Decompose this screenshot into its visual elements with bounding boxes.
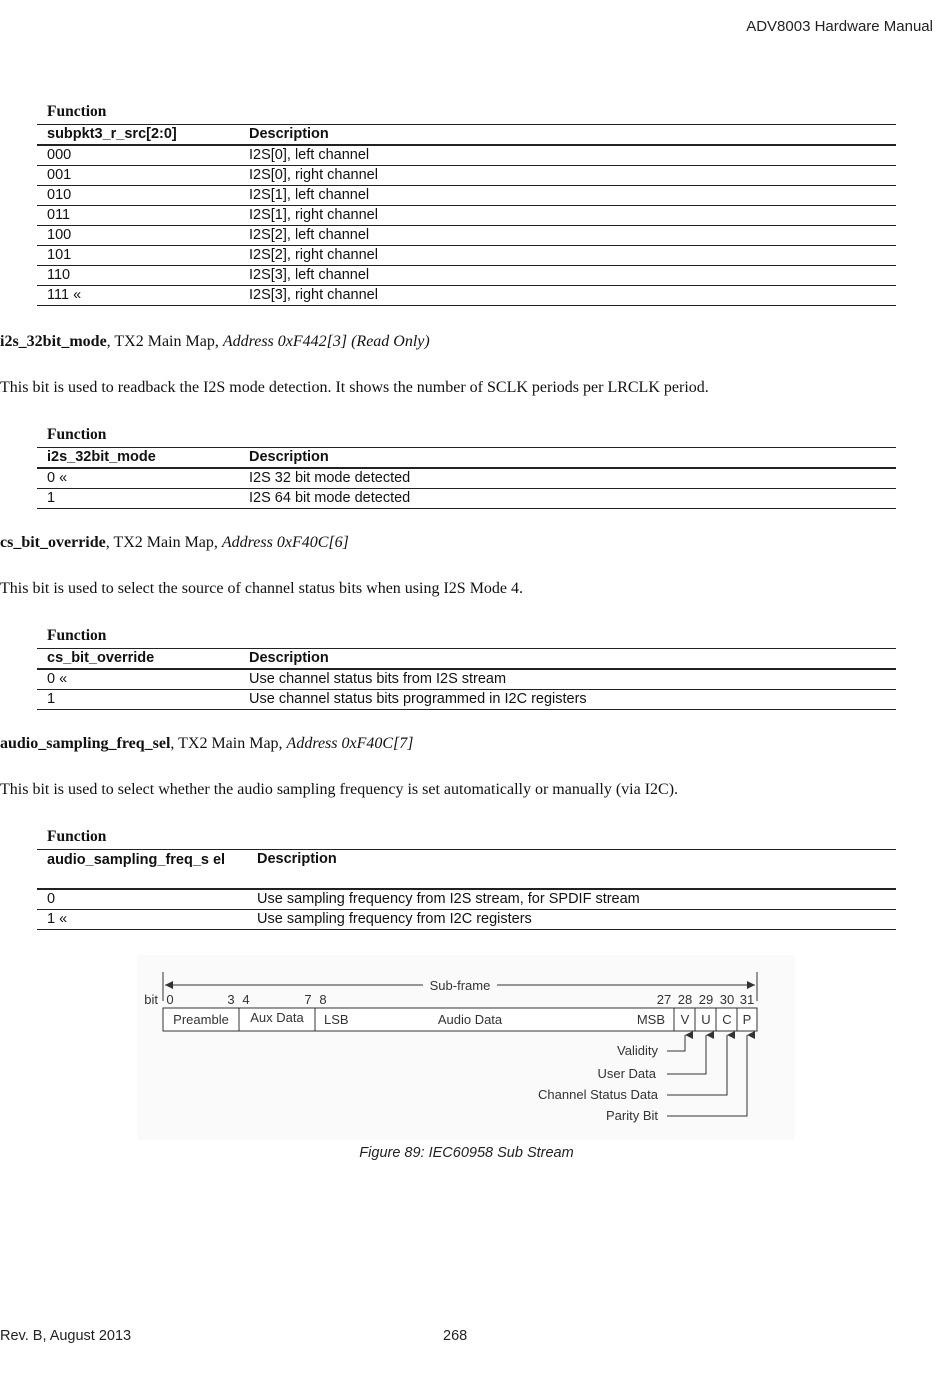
table-cell-value: 1 « — [37, 910, 247, 930]
table-cell-description: I2S[3], right channel — [239, 286, 896, 306]
table-cell-value: 001 — [37, 166, 239, 186]
legend-validity: Validity — [617, 1043, 658, 1058]
table-cell-value: 110 — [37, 266, 239, 286]
bit-number: 4 — [242, 992, 250, 1007]
document-header: ADV8003 Hardware Manual — [746, 18, 933, 35]
field-lsb: LSB — [324, 1012, 349, 1027]
iec60958-diagram — [137, 955, 795, 1140]
register-heading — [0, 735, 414, 753]
column-header-value: cs_bit_override — [37, 649, 239, 670]
bit-number: 8 — [319, 992, 327, 1007]
table-cell-description: I2S[2], left channel — [239, 226, 896, 246]
bit-number: 31 — [739, 992, 755, 1007]
register-map: , TX2 Main Map, — [106, 333, 223, 350]
table-cell-value: 0 — [37, 889, 247, 910]
field-preamble: Preamble — [173, 1012, 229, 1027]
bit-number: 28 — [677, 992, 693, 1007]
register-description: This bit is used to readback the I2S mode detection. It shows the number of SCLK periods per LRCLK period. — [0, 379, 709, 396]
table-cell-value: 100 — [37, 226, 239, 246]
table-row — [37, 889, 896, 910]
parity-bit-leader — [667, 1035, 747, 1116]
table-row — [37, 266, 896, 286]
page-number: 268 — [443, 1328, 468, 1344]
table-cell-description: I2S[1], left channel — [239, 186, 896, 206]
function-label: Function — [47, 627, 107, 644]
column-header-value: subpkt3_r_src[2:0] — [37, 125, 239, 146]
field-c: C — [722, 1012, 732, 1027]
bit-number: 29 — [698, 992, 714, 1007]
subframe-label: Sub-frame — [429, 978, 491, 993]
table-row — [37, 166, 896, 186]
legend-channel-status-data: Channel Status Data — [538, 1087, 658, 1102]
register-heading — [0, 333, 430, 351]
register-description: This bit is used to select whether the audio sampling frequency is set automatically or manually (via I2C). — [0, 781, 679, 798]
table-row — [37, 690, 896, 710]
table-cell-description: I2S[0], left channel — [239, 145, 896, 166]
figure-caption: Figure 89: IEC60958 Sub Stream — [359, 1145, 574, 1161]
table-row — [37, 246, 896, 266]
register-map: , TX2 Main Map, — [170, 735, 287, 752]
table-cell-value: 1 — [37, 489, 239, 509]
audio-sampling-freq-sel-function-table — [37, 849, 896, 930]
column-header-value: i2s_32bit_mode — [37, 448, 239, 469]
bit-number: 0 — [166, 992, 174, 1007]
table-cell-description: I2S[1], right channel — [239, 206, 896, 226]
table-row — [37, 206, 896, 226]
register-map: , TX2 Main Map, — [105, 534, 222, 551]
register-name: cs_bit_override — [0, 534, 106, 551]
cs-bit-override-function-table — [37, 648, 896, 710]
iec60958-diagram-svg — [137, 955, 795, 1140]
column-header-description: Description — [239, 649, 896, 670]
table-row — [37, 669, 896, 690]
column-header-value: audio_sampling_freq_s el — [37, 850, 247, 890]
register-description: This bit is used to select the source of channel status bits when using I2S Mode 4. — [0, 580, 524, 597]
bit-number: 3 — [227, 992, 235, 1007]
table-cell-description: I2S 64 bit mode detected — [239, 489, 896, 509]
field-aux-data: Aux Data — [250, 1010, 304, 1025]
table-cell-description: I2S[0], right channel — [239, 166, 896, 186]
subpkt3-function-table — [37, 124, 896, 306]
function-label: Function — [47, 426, 107, 443]
table-cell-description: I2S 32 bit mode detected — [239, 468, 896, 489]
table-cell-description: I2S[2], right channel — [239, 246, 896, 266]
table-cell-value: 0 « — [37, 468, 239, 489]
field-v: V — [680, 1012, 690, 1027]
table-cell-description: Use sampling frequency from I2C registers — [247, 910, 896, 930]
register-address: Address 0xF40C[6] — [221, 534, 349, 551]
function-label: Function — [47, 828, 107, 845]
field-msb: MSB — [636, 1012, 665, 1027]
user-data-leader — [667, 1035, 706, 1074]
table-row — [37, 226, 896, 246]
table-cell-value: 111 « — [37, 286, 239, 306]
column-header-description: Description — [239, 448, 896, 469]
table-cell-value: 010 — [37, 186, 239, 206]
register-name: i2s_32bit_mode — [0, 333, 107, 350]
table-cell-value: 000 — [37, 145, 239, 166]
table-row — [37, 286, 896, 306]
column-header-description: Description — [239, 125, 896, 146]
legend-parity-bit: Parity Bit — [605, 1108, 658, 1123]
table-cell-description: I2S[3], left channel — [239, 266, 896, 286]
i2s-32bit-mode-function-table — [37, 447, 896, 509]
table-cell-value: 1 — [37, 690, 239, 710]
table-row — [37, 489, 896, 509]
field-p: P — [742, 1012, 752, 1027]
bit-number: 7 — [304, 992, 312, 1007]
bit-number: 27 — [656, 992, 672, 1007]
register-name: audio_sampling_freq_sel — [0, 735, 171, 752]
table-cell-description: Use sampling frequency from I2S stream, for SPDIF stream — [247, 889, 896, 910]
table-cell-description: Use channel status bits programmed in I2C registers — [239, 690, 896, 710]
footer-revision: Rev. B, August 2013 — [0, 1328, 132, 1344]
table-cell-description: Use channel status bits from I2S stream — [239, 669, 896, 690]
table-row — [37, 910, 896, 930]
field-audio-data: Audio Data — [437, 1012, 503, 1027]
function-label: Function — [47, 103, 107, 120]
bit-label: bit — [144, 992, 158, 1007]
column-header-description: Description — [247, 850, 896, 890]
table-cell-value: 101 — [37, 246, 239, 266]
register-address: Address 0xF40C[7] — [286, 735, 414, 752]
table-row — [37, 145, 896, 166]
channel-status-leader — [667, 1035, 727, 1095]
table-row — [37, 468, 896, 489]
validity-leader — [667, 1035, 685, 1051]
table-cell-value: 011 — [37, 206, 239, 226]
register-heading — [0, 534, 349, 552]
bit-number: 30 — [719, 992, 735, 1007]
legend-user-data: User Data — [597, 1066, 656, 1081]
register-address: Address 0xF442[3] (Read Only) — [222, 333, 430, 350]
table-cell-value: 0 « — [37, 669, 239, 690]
field-u: U — [701, 1012, 711, 1027]
table-row — [37, 186, 896, 206]
